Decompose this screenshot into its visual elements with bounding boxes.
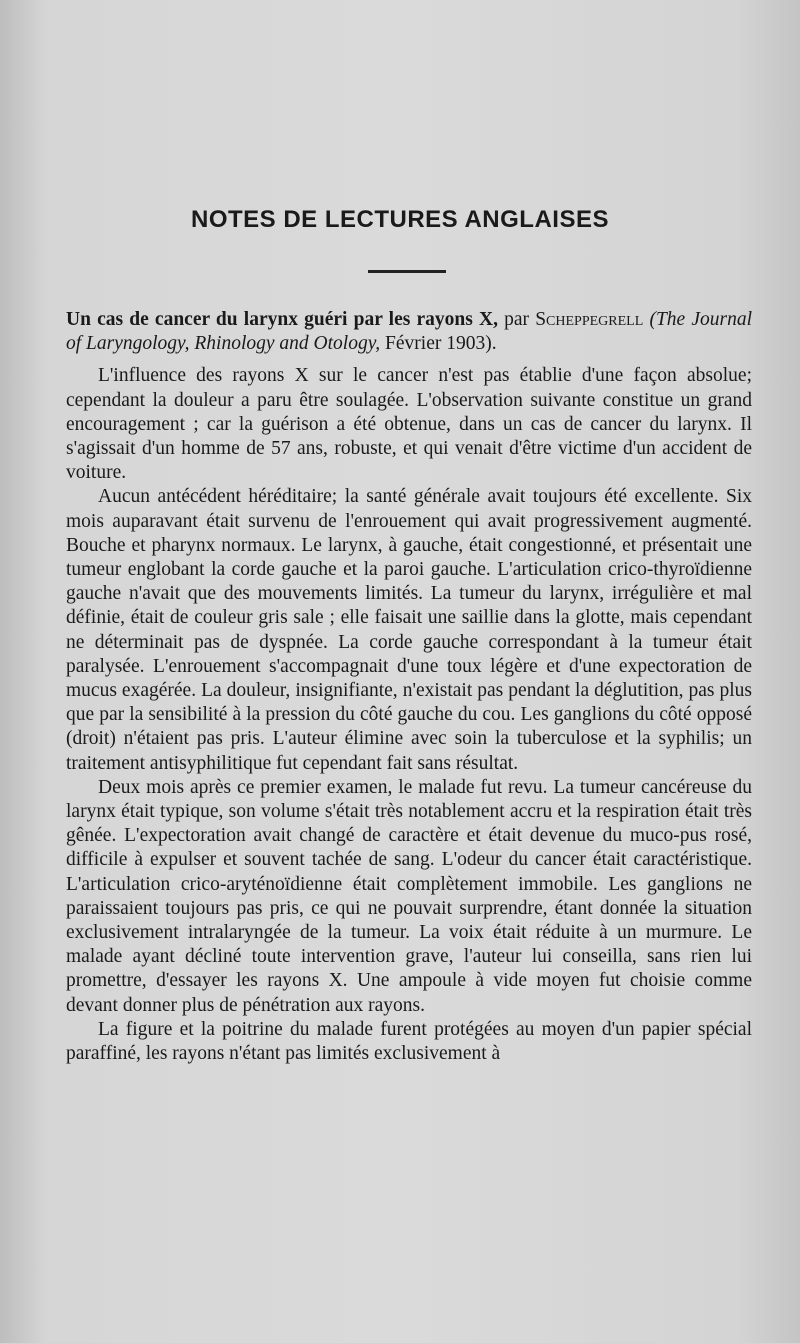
paragraph-1: L'influence des rayons X sur le cancer n'est pas établie d'une façon absolue; cependant la douleur a paru être soulagée. L'observation suivante constitue un grand encouragement ; car la guérison a été obtenue, dans un cas de cancer du larynx. Il s'agissait d'un homme de 57 ans, robuste, et qui venait d'être victime d'un accident de voiture. bbox=[66, 365, 752, 484]
heading-divider bbox=[368, 270, 446, 273]
article-title-block bbox=[66, 308, 752, 356]
paragraph-2: Aucun antécédent héréditaire; la santé générale avait toujours été excellente. Six mois auparavant était survenu de l'enrouement qui avait progressivement augmenté. Bouche et pharynx normaux. Le larynx, à gauche, était congestionné, et présentait une tumeur englobant la corde gauche et la paroi gauche. L'articulation crico-thyroïdienne gauche n'avait que des mouvements limités. La tumeur du larynx, irrégulière et mal définie, était de couleur gris sale ; elle faisait une saillie dans la glotte, mais cependant ne déterminait pas de dyspnée. La corde gauche correspondant à la tumeur était paralysée. L'enrouement s'accompagnait d'une toux légère et d'une expectoration de mucus exagérée. La douleur, insignifiante, n'existait pas pendant la déglutition, pas plus que par la sensibilité à la pression du côté gauche du cou. Les ganglions du côté opposé (droit) n'étaient pas pris. L'auteur élimine avec soin la tuberculose et la syphilis; un traitement antisyphilitique fut cependant fait sans résultat. bbox=[66, 486, 752, 774]
article-body bbox=[66, 308, 752, 1066]
article-journal: (The Journal of Laryngology, Rhinology and Otology, bbox=[66, 309, 753, 355]
article-by: par bbox=[504, 309, 530, 330]
article-author: Scheppegrell bbox=[535, 309, 644, 330]
article-date: Février 1903). bbox=[385, 333, 497, 355]
page-heading: NOTES DE LECTURES ANGLAISES bbox=[191, 206, 609, 233]
paragraph-3: Deux mois après ce premier examen, le malade fut revu. La tumeur cancéreuse du larynx était typique, son volume s'était très notablement accru et la respiration était très gênée. L'expectoration avait changé de caractère et était devenue du muco-pus rosé, difficile à expulser et souvent tachée de sang. L'odeur du cancer était caractéristique. L'articulation crico-aryténoïdienne était complètement immobile. Les ganglions ne paraissaient toujours pas pris, ce qui ne pouvait surprendre, étant donnée la situation exclusivement intralaryngée de la tumeur. La voix était réduite à un murmure. Le malade ayant décliné toute intervention grave, l'auteur lui conseilla, sans rien lui promettre, d'essayer les rayons X. Une ampoule à vide moyen fut choisie comme devant donner plus de pénétration aux rayons. bbox=[66, 776, 752, 1016]
article-title: Un cas de cancer du larynx guéri par les rayons X, bbox=[66, 309, 498, 330]
paragraph-4: La figure et la poitrine du malade furent protégées au moyen d'un papier spécial paraffiné, les rayons n'étant pas limités exclusivement à bbox=[66, 1018, 752, 1065]
